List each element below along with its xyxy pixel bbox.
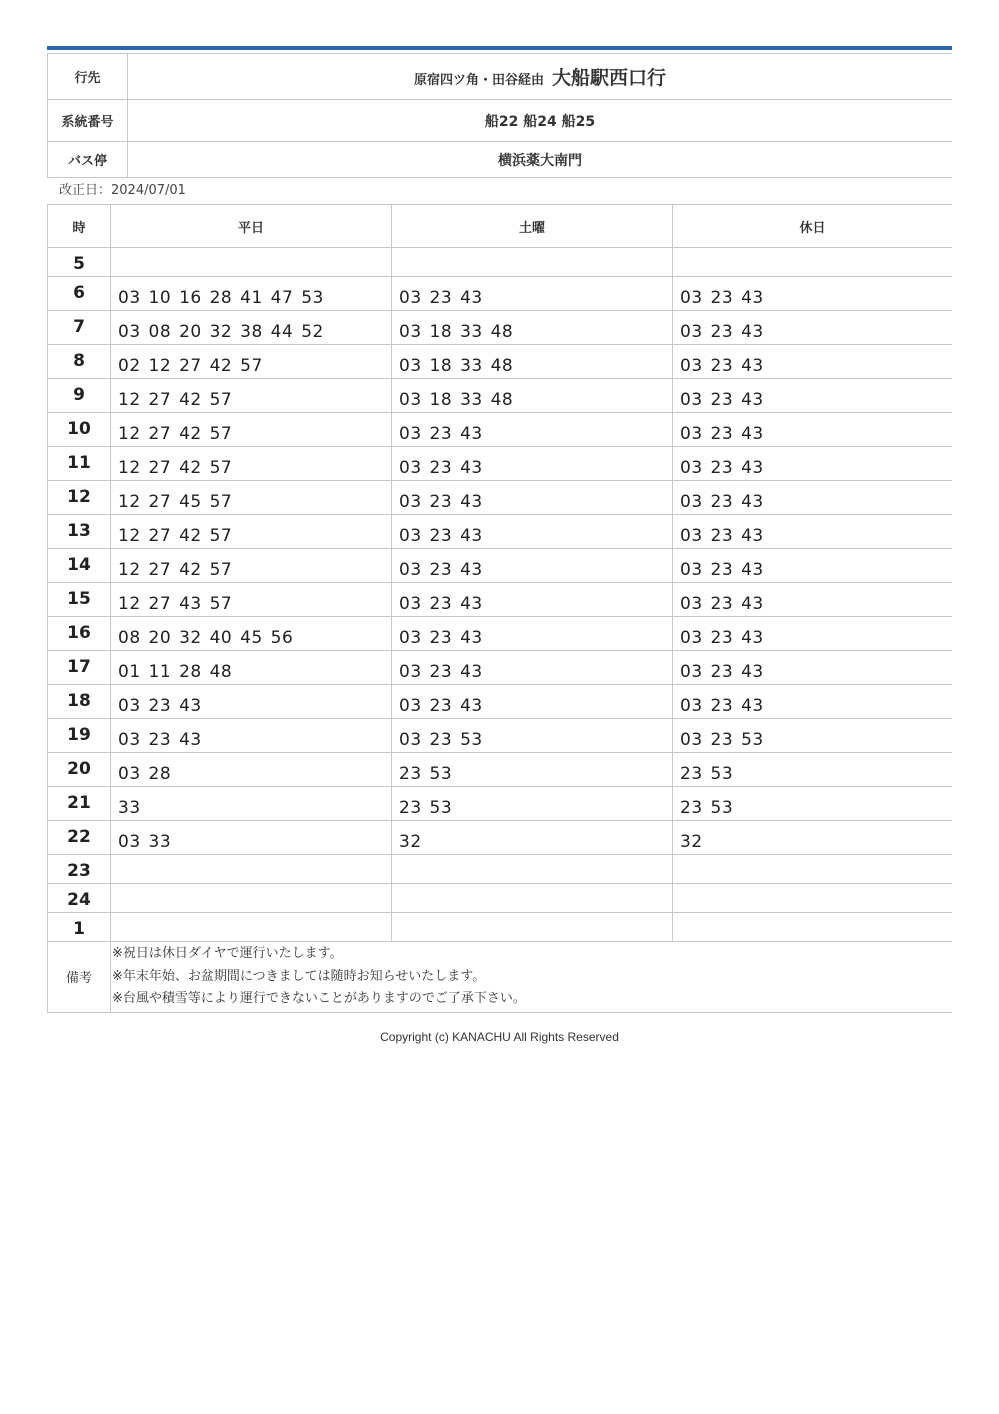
hour-cell: 10: [48, 413, 111, 447]
destination-label: 行先: [48, 54, 128, 100]
hour-cell: 6: [48, 277, 111, 311]
timetable-row: [48, 855, 953, 884]
saturday-minutes: 03 23 43: [392, 685, 673, 719]
hour-cell: 24: [48, 884, 111, 913]
route-info-table: [47, 53, 952, 178]
saturday-minutes: 03 18 33 48: [392, 345, 673, 379]
holiday-minutes: 03 23 43: [673, 481, 953, 515]
destination-row: [48, 54, 953, 100]
holiday-minutes: 03 23 43: [673, 651, 953, 685]
route-via: 原宿四ツ角・田谷経由: [413, 73, 544, 88]
note-line: ※年末年始、お盆期間につきましては随時お知らせいたします。: [112, 968, 486, 984]
weekday-minutes: 03 33: [111, 821, 392, 855]
weekday-minutes: 12 27 43 57: [111, 583, 392, 617]
holiday-minutes: 23 53: [673, 787, 953, 821]
destination-cell: [128, 54, 953, 100]
holiday-minutes: [673, 855, 953, 884]
timetable-row: [48, 821, 953, 855]
hour-cell: 14: [48, 549, 111, 583]
saturday-minutes: 03 23 53: [392, 719, 673, 753]
saturday-minutes: 32: [392, 821, 673, 855]
notes-row: [48, 942, 953, 1013]
route-number-row: [48, 100, 953, 142]
timetable-row: [48, 685, 953, 719]
weekday-minutes: 12 27 42 57: [111, 515, 392, 549]
saturday-minutes: [392, 248, 673, 277]
saturday-minutes: [392, 884, 673, 913]
holiday-minutes: 03 23 43: [673, 583, 953, 617]
hour-cell: 18: [48, 685, 111, 719]
saturday-minutes: [392, 855, 673, 884]
timetable-row: [48, 583, 953, 617]
saturday-minutes: 03 23 43: [392, 515, 673, 549]
hour-cell: 20: [48, 753, 111, 787]
hour-cell: 7: [48, 311, 111, 345]
hour-cell: 15: [48, 583, 111, 617]
timetable-row: [48, 447, 953, 481]
bus-stop-label: バス停: [48, 142, 128, 178]
timetable-row: [48, 379, 953, 413]
copyright: Copyright (c) KANACHU All Rights Reserved: [380, 1029, 619, 1044]
timetable-row: [48, 413, 953, 447]
hour-cell: 5: [48, 248, 111, 277]
column-header-saturday: 土曜: [392, 205, 673, 248]
saturday-minutes: 03 23 43: [392, 583, 673, 617]
holiday-minutes: 03 23 43: [673, 617, 953, 651]
hour-cell: 8: [48, 345, 111, 379]
timetable: [47, 204, 952, 1013]
holiday-minutes: [673, 884, 953, 913]
saturday-minutes: 03 23 43: [392, 447, 673, 481]
weekday-minutes: 03 10 16 28 41 47 53: [111, 277, 392, 311]
weekday-minutes: 02 12 27 42 57: [111, 345, 392, 379]
saturday-minutes: 03 23 43: [392, 481, 673, 515]
saturday-minutes: 03 18 33 48: [392, 379, 673, 413]
timetable-row: [48, 515, 953, 549]
destination-name: 大船駅西口行: [552, 67, 667, 89]
accent-bar: [47, 46, 952, 50]
note-line: ※台風や積雪等により運行できないことがありますのでご了承下さい。: [112, 991, 526, 1006]
column-header-weekday: 平日: [111, 205, 392, 248]
saturday-minutes: [392, 913, 673, 942]
revision-date: 改正日：2024/07/01: [59, 183, 186, 198]
hour-cell: 22: [48, 821, 111, 855]
timetable-header-row: [48, 205, 953, 248]
column-header-hour: 時: [48, 205, 111, 248]
timetable-row: [48, 787, 953, 821]
holiday-minutes: [673, 248, 953, 277]
weekday-minutes: 01 11 28 48: [111, 651, 392, 685]
weekday-minutes: [111, 248, 392, 277]
holiday-minutes: 03 23 43: [673, 515, 953, 549]
holiday-minutes: 23 53: [673, 753, 953, 787]
saturday-minutes: 03 23 43: [392, 277, 673, 311]
hour-cell: 23: [48, 855, 111, 884]
holiday-minutes: 03 23 43: [673, 447, 953, 481]
holiday-minutes: 03 23 43: [673, 345, 953, 379]
saturday-minutes: 23 53: [392, 787, 673, 821]
weekday-minutes: 12 27 45 57: [111, 481, 392, 515]
weekday-minutes: 33: [111, 787, 392, 821]
route-numbers: 船22 船24 船25: [128, 100, 953, 142]
weekday-minutes: 03 08 20 32 38 44 52: [111, 311, 392, 345]
hour-cell: 9: [48, 379, 111, 413]
hour-cell: 16: [48, 617, 111, 651]
timetable-row: [48, 617, 953, 651]
saturday-minutes: 03 18 33 48: [392, 311, 673, 345]
holiday-minutes: 32: [673, 821, 953, 855]
timetable-row: [48, 753, 953, 787]
holiday-minutes: 03 23 43: [673, 311, 953, 345]
timetable-row: [48, 913, 953, 942]
weekday-minutes: 12 27 42 57: [111, 379, 392, 413]
weekday-minutes: 03 23 43: [111, 685, 392, 719]
timetable-row: [48, 651, 953, 685]
hour-cell: 12: [48, 481, 111, 515]
note-line: ※祝日は休日ダイヤで運行いたします。: [112, 946, 343, 961]
holiday-minutes: 03 23 43: [673, 685, 953, 719]
timetable-page: [47, 46, 952, 1044]
weekday-minutes: [111, 855, 392, 884]
timetable-row: [48, 277, 953, 311]
saturday-minutes: 03 23 43: [392, 617, 673, 651]
holiday-minutes: 03 23 43: [673, 549, 953, 583]
timetable-row: [48, 549, 953, 583]
holiday-minutes: [673, 913, 953, 942]
hour-cell: 17: [48, 651, 111, 685]
route-number-label: 系統番号: [48, 100, 128, 142]
hour-cell: 1: [48, 913, 111, 942]
column-header-holiday: 休日: [673, 205, 953, 248]
bus-stop-row: [48, 142, 953, 178]
hour-cell: 11: [48, 447, 111, 481]
timetable-row: [48, 248, 953, 277]
weekday-minutes: 03 28: [111, 753, 392, 787]
saturday-minutes: 23 53: [392, 753, 673, 787]
weekday-minutes: 08 20 32 40 45 56: [111, 617, 392, 651]
hour-cell: 21: [48, 787, 111, 821]
saturday-minutes: 03 23 43: [392, 549, 673, 583]
hour-cell: 19: [48, 719, 111, 753]
holiday-minutes: 03 23 43: [673, 413, 953, 447]
weekday-minutes: 12 27 42 57: [111, 549, 392, 583]
notes-label: 備考: [48, 942, 111, 1013]
bus-stop-name: 横浜薬大南門: [128, 142, 953, 178]
notes-text: [111, 942, 953, 1013]
timetable-row: [48, 311, 953, 345]
timetable-row: [48, 719, 953, 753]
timetable-body: [48, 248, 953, 1013]
weekday-minutes: 12 27 42 57: [111, 413, 392, 447]
holiday-minutes: 03 23 43: [673, 379, 953, 413]
saturday-minutes: 03 23 43: [392, 413, 673, 447]
timetable-row: [48, 884, 953, 913]
saturday-minutes: 03 23 43: [392, 651, 673, 685]
weekday-minutes: 03 23 43: [111, 719, 392, 753]
hour-cell: 13: [48, 515, 111, 549]
weekday-minutes: [111, 913, 392, 942]
weekday-minutes: 12 27 42 57: [111, 447, 392, 481]
timetable-row: [48, 345, 953, 379]
timetable-row: [48, 481, 953, 515]
holiday-minutes: 03 23 53: [673, 719, 953, 753]
holiday-minutes: 03 23 43: [673, 277, 953, 311]
weekday-minutes: [111, 884, 392, 913]
